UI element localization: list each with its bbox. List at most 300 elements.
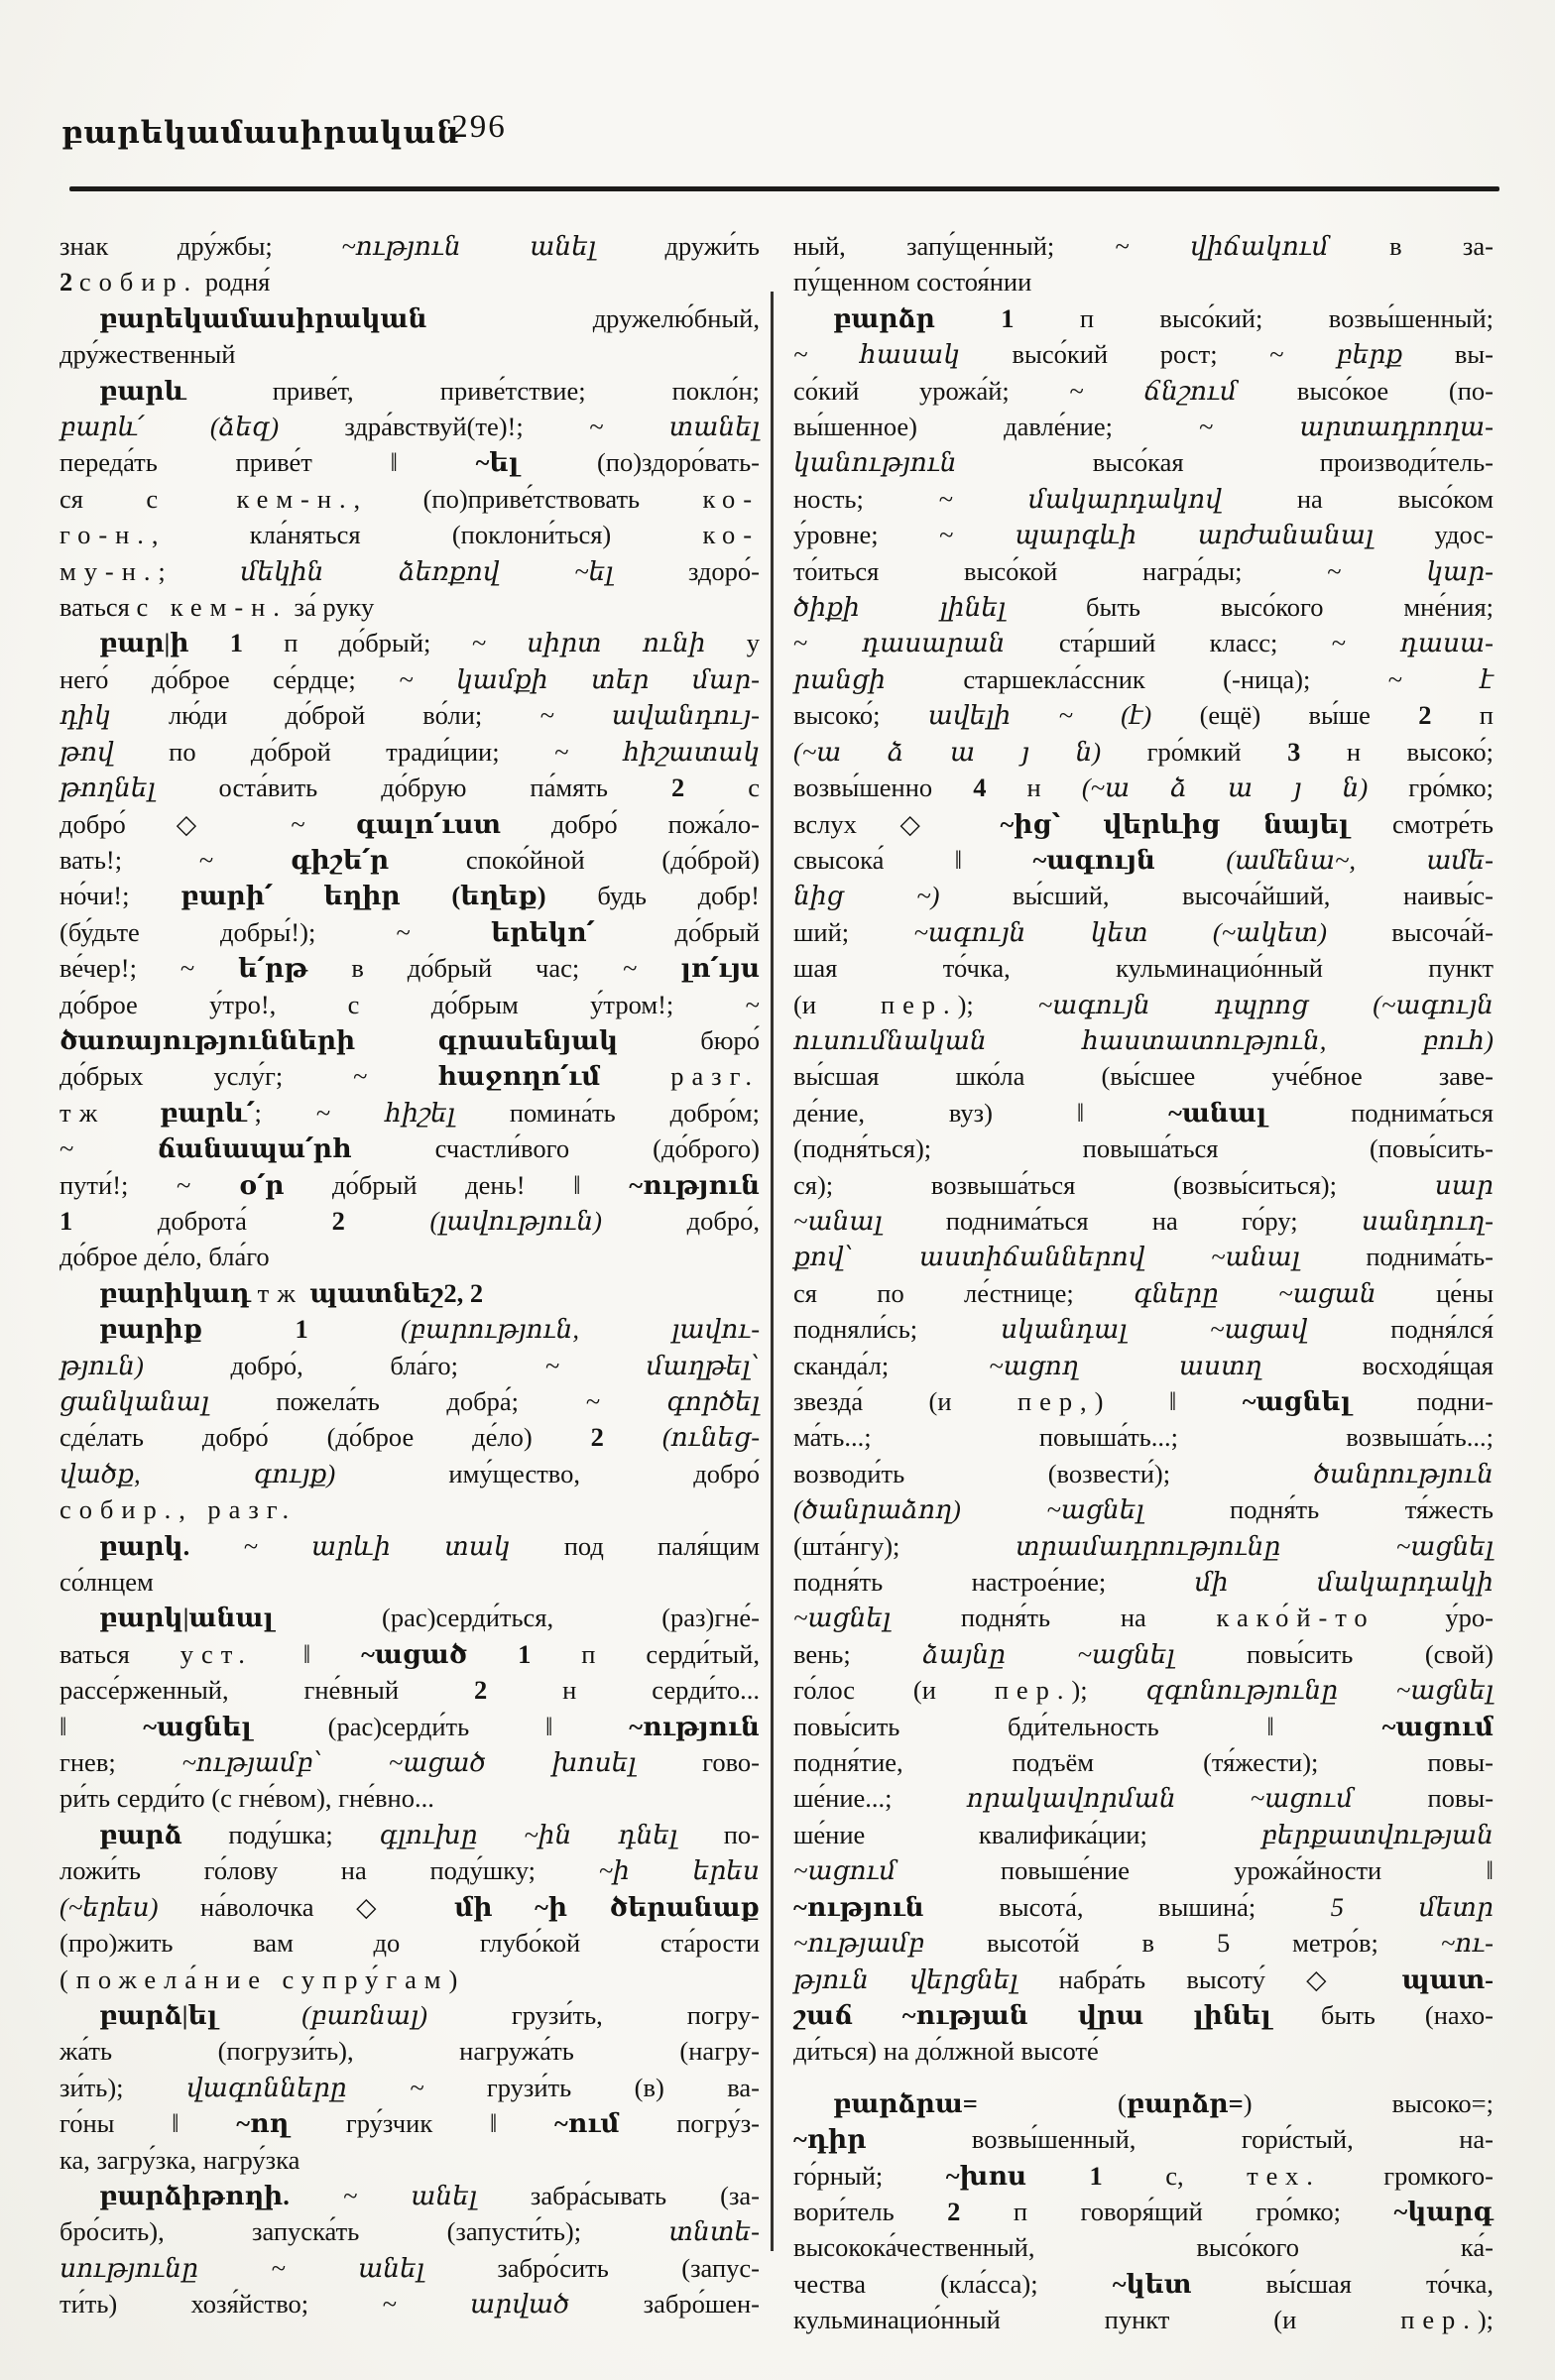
text-line [793,1383,1494,1419]
text-segment: ~կարգ [1393,2196,1494,2226]
text-segment [189,1531,243,1561]
text-segment [251,1278,258,1308]
text-segment: ) ‖ [1094,1386,1243,1416]
text-segment: 2 [590,1422,604,1453]
text-line [60,2070,760,2105]
text-line [60,1672,760,1708]
text-line [793,1528,1494,1564]
text-line [60,1239,760,1274]
text-segment: ~ անել [342,2180,477,2210]
text-segment: ти́ть) хозя́йство; [60,2289,383,2320]
text-segment: քով՝ աստիճաններով ~անալ [793,1242,1300,1272]
text-segment: старшекла́ссник (-ница); ~ [885,663,1481,694]
text-segment: вень; [793,1638,923,1669]
text-segment: забро́шен- [569,2289,760,2320]
text-line [793,2033,1494,2069]
text-line [60,1419,760,1455]
text-line [793,1239,1494,1274]
text-segment: ность; ~ [793,483,1028,514]
text-line [60,1780,760,1816]
text-line [60,1456,760,1491]
text-line [793,1744,1494,1780]
text-segment: ; ~ [254,1097,386,1128]
text-segment: гро́мко; [1368,773,1495,803]
text-segment: ծիքի լինել [793,592,1007,623]
text-segment: թյուն վերցնել [793,1964,1018,1994]
text-segment: то́иться высо́кой награ́ды; ~ [793,555,1427,586]
text-segment: 2 [670,773,685,803]
text-segment: лю́ди до́брой во́ли; [110,700,540,731]
text-segment: подни- [1351,1386,1495,1416]
text-segment: уст. [179,1638,253,1669]
text-segment: գլուխը ~ին դնել [379,1819,678,1849]
text-segment: ный, запу́щенный; ~ [793,231,1191,261]
text-segment: высоча́й- [1326,916,1494,947]
text-line [793,1348,1494,1383]
text-segment: դիկ [60,700,111,731]
text-segment: го́рный; [793,2160,946,2191]
text-segment: подня́ть настрое́ние; [793,1567,1195,1598]
text-segment: ~ացող աստղ [989,1350,1262,1380]
text-segment: բար|ի 1 [99,628,243,658]
text-segment: быть высо́кого мне́ния; [1006,592,1494,623]
text-segment: за́ руку [287,592,375,623]
text-line [60,697,760,733]
text-segment: բարձրա= [833,2087,978,2118]
text-segment: բարձր= [1126,2087,1244,2118]
text-line [793,373,1494,409]
text-segment: ե՛րթ [238,953,308,984]
text-segment: ~ել [475,447,520,478]
text-line [60,770,760,805]
text-segment: որակավորման ~ացում [966,1783,1354,1814]
header-rule [69,186,1499,191]
text-segment: с кем-н. [136,592,288,623]
text-segment: ше́ние...; [793,1783,967,1814]
text-segment: до́брых услу́г; ~ [60,1061,438,1092]
text-segment: в до́брый час; ~ [307,953,681,984]
text-segment: կանություն [793,447,957,478]
text-segment: грузи́ть (в) ва- [423,2072,760,2102]
text-segment: тех. [1247,2160,1321,2191]
text-line [793,1889,1494,1925]
text-segment: (подня́ться); повыша́ться (повы́сить- [793,1133,1494,1164]
text-line [60,878,760,913]
text-line [793,589,1494,625]
text-segment: набра́ть высоту́ ◇ [1017,1964,1402,1994]
text-line [793,878,1494,913]
text-line [60,553,760,589]
text-segment: ~ագույն [1032,844,1155,875]
text-segment: 2 [60,267,79,298]
text-segment: забро́сить (запус- [423,2252,760,2283]
text-segment: вори́тель [793,2196,948,2226]
text-segment: բարև [99,375,186,406]
text-segment: մի ~ի ծերանաք [454,1891,760,1922]
text-line [793,914,1494,950]
text-line [793,625,1494,660]
text-segment [604,1422,662,1452]
text-segment: ~անալ [1168,1097,1267,1128]
text-segment: ավելի ~ (է) [927,700,1152,731]
text-segment: ~ու- [1440,1928,1494,1959]
text-segment: ~ ավանդույ- [539,700,761,731]
text-segment: повы́сить (свой) [1174,1638,1494,1669]
text-segment: подня́лся́ [1307,1314,1494,1345]
text-segment: пожела́ть добра́; [208,1386,586,1416]
text-segment: знак дру́жбы; [60,231,342,261]
text-line [793,1130,1494,1166]
text-line [60,1275,760,1311]
text-segment: пер. [994,1675,1072,1706]
text-line [793,770,1494,805]
text-segment: տրամադրությունը ~ացնել [1015,1530,1495,1561]
text-segment: кульминацио́нный пункт (и [793,2305,1401,2335]
text-line [60,1167,760,1203]
text-segment: ~ացնել [793,1603,892,1633]
text-line [793,2266,1494,2302]
text-line [793,1564,1494,1600]
text-segment: ста́рший класс; ~ [1005,628,1400,658]
text-line [60,1817,760,1852]
text-segment: иму́щество, добро́ [335,1458,760,1488]
text-segment: 2 [473,1675,488,1706]
text-line [793,950,1494,986]
text-segment: (~երես) [60,1891,159,1922]
text-segment: вы- [1402,339,1494,370]
text-segment: п до́брый; [243,628,472,658]
text-segment: удос- [1373,520,1494,550]
text-line [793,1167,1494,1203]
text-segment: լո՛ւյս [680,953,761,984]
text-line [793,1925,1494,1961]
text-line [793,336,1494,372]
text-segment: свысока́ ‖ [793,844,1033,875]
text-segment: ваться [60,1638,180,1669]
text-segment: ); [957,989,1038,1019]
text-segment: погру́з- [619,2108,760,2139]
text-segment: п высо́кий; возвы́шенный; [1014,302,1494,333]
text-segment: երեկո՛ [491,916,595,947]
text-line [60,336,760,372]
running-headword: բարեկամասիրական [61,115,460,151]
text-segment: до́брое у́тро!, с до́брым у́тром!; ~ [60,989,760,1019]
text-line [793,2229,1494,2265]
text-line [60,1022,760,1058]
text-line [60,300,760,336]
text-segment: ); [1477,2305,1494,2335]
text-segment: но́чи!; [60,881,181,911]
text-line [793,1095,1494,1130]
text-segment: ве́чер!; ~ [60,953,239,984]
text-segment: (бу́дьте добры́!); ~ [60,916,492,947]
text-segment: բարիք [99,1314,203,1345]
text-segment: ) высоко=; [1243,2087,1494,2118]
text-line [793,1456,1494,1491]
text-segment [202,1314,295,1344]
text-line [60,2178,760,2213]
text-segment: 5 մետր [1330,1891,1494,1922]
text-segment: ше́ние квалифика́ции; [793,1819,1261,1849]
text-segment: ճնշում [1143,375,1238,406]
text-segment: (по)здоро́вать- [519,447,760,478]
text-segment: с кем-н. [146,483,354,514]
text-segment: ~ում [553,2108,620,2139]
text-segment: դասա- [1399,628,1494,658]
text-line [60,950,760,986]
text-line [60,1383,760,1419]
text-segment: высо́кий рост; ~ [959,339,1337,370]
text-segment: вать!; ~ [60,844,291,875]
text-line [793,806,1494,842]
text-segment: տնտե- [668,2216,760,2247]
text-line [793,1709,1494,1744]
text-segment [105,1098,160,1128]
text-segment: ~ կամքի տեր մար- [399,663,760,694]
text-segment: высо́кое (по- [1237,375,1494,406]
text-segment: (про)жить вам до глубо́кой ста́рости [60,1928,760,1959]
text-segment: ди́ться) на до́лжной высоте́ [793,2036,1099,2067]
text-line [793,517,1494,552]
text-line [793,661,1494,697]
text-segment: ; [158,555,241,586]
text-line [793,1600,1494,1635]
text-line [793,1780,1494,1816]
text-segment: սկանդալ ~ացավ [1000,1314,1308,1345]
text-line [60,2250,760,2286]
text-segment: вы́сшая то́чка, [1191,2268,1495,2299]
text-line [60,625,760,660]
text-line [60,2213,760,2249]
text-segment: բարձ|ել [99,1999,218,2030]
text-segment [308,1314,401,1344]
text-line [60,987,760,1022]
text-segment: у́ровне; ~ [793,520,1015,550]
text-segment: սար [1434,1169,1494,1200]
text-segment: թով [60,736,114,767]
text-segment: ~ագույն կետ (~ակետ) [913,916,1327,947]
text-segment: ~դիր [793,2124,867,2155]
text-line [60,1564,760,1600]
text-segment: ճանապա՛րհ [157,1133,352,1164]
text-line [793,300,1494,336]
text-segment: պատնեշ2, 2 [309,1277,484,1308]
text-segment: ~ություն [629,1169,761,1200]
text-segment: возвы́шенно [793,773,974,803]
text-segment: п [1431,700,1494,731]
text-segment: ~ացում [1381,1711,1494,1741]
text-segment: ~ությամբ՝ ~ացած խոսել [181,1747,637,1778]
text-segment: ся); возвыша́ться (возвы́ситься); [793,1169,1435,1200]
text-segment: доброта́ [72,1205,332,1236]
text-segment: у [705,628,761,658]
text-segment: сде́лать добро́ (до́брое де́ло) [60,1422,591,1453]
text-line [793,987,1494,1022]
text-line [60,1491,760,1527]
text-line [60,2286,760,2321]
text-line [60,264,760,299]
text-segment: ка, загру́зка, нагру́зка [60,2144,300,2175]
text-segment: ~ի երես [598,1855,760,1886]
text-segment: արտադրողա- [1299,412,1494,442]
text-segment: с, [1102,2160,1248,2191]
text-segment: по до́брой тради́ции; [113,736,554,767]
text-segment: дружи́ть [595,231,760,261]
text-line [60,1889,760,1925]
text-segment: со́кий урожа́й; ~ [793,375,1144,406]
text-segment: 2 [331,1205,345,1236]
text-segment: վածք, գույք) [60,1458,336,1488]
text-segment: дружелю́бный, [426,302,760,333]
text-segment: повы́сить бди́тельность ‖ [793,1711,1382,1741]
right-column [793,228,1494,2338]
text-segment: грузи́ть, погру- [426,1999,760,2030]
text-segment: забра́сывать (за- [476,2180,761,2210]
text-segment: подня́тие, подъём (тя́жести); повы- [793,1747,1494,1778]
text-line [793,409,1494,444]
text-segment: бро́сить), запуска́ть (запусти́ть); [60,2216,669,2247]
text-segment: пути́!; ~ [60,1169,240,1200]
text-segment: шая то́чка, кульминацио́нный пункт [793,953,1494,984]
text-segment: զգոնությունը ~ացնել [1145,1675,1494,1706]
text-segment: (ունեց- [661,1422,761,1453]
text-segment: 1 [295,1314,308,1345]
text-segment: ~ արևի տակ [243,1530,511,1561]
text-segment: (ամենա~, ամե- [1226,844,1494,875]
text-segment: ри́ть серди́то (с гне́вом), гне́вно... [60,1783,434,1814]
text-line [60,481,760,517]
text-segment: բարիկադ [99,1277,251,1308]
text-line [60,806,760,842]
text-segment: ~անալ [793,1205,883,1236]
text-segment: ~ություն անել [341,231,596,261]
text-line [60,1095,760,1130]
text-segment: родня́ [198,267,271,298]
text-segment: վիճակում [1190,231,1329,261]
text-line [60,2033,760,2069]
text-segment: приве́т, приве́тствие; покло́н; [185,375,760,406]
text-segment: добро́ пожа́ло- [500,808,761,839]
text-segment: собир. [78,267,199,298]
text-segment: помина́ть добро́м; [454,1097,761,1128]
text-segment [600,1061,670,1091]
text-segment [1155,845,1226,875]
text-segment: է [1480,663,1494,694]
text-segment: высоко́; [793,700,928,731]
text-segment: ложи́ть го́лову на поду́шку; [60,1855,599,1886]
text-segment: пер. [880,989,958,1019]
text-segment: բարձ [99,1819,182,1849]
text-segment: громкого- [1320,2160,1495,2191]
text-line [60,1348,760,1383]
text-segment: ~ություն [629,1711,760,1741]
text-segment: ցանկանալ [60,1386,209,1416]
text-segment: вы́шенное) давле́ние; ~ [793,412,1300,442]
text-segment: пер, [1017,1386,1095,1416]
text-segment: повы- [1353,1783,1495,1814]
text-line [60,2142,760,2178]
text-line [60,409,760,444]
text-segment: բարի՛ եղիր (եղեք) [180,881,546,911]
text-segment: ваться [60,592,137,623]
text-line [60,1962,760,1997]
text-segment: հիշել [385,1097,455,1128]
text-segment: ծանրություն [1313,1458,1494,1488]
text-segment: 1 [60,1205,73,1236]
text-segment: բարձիթողի. [99,2180,290,2210]
text-segment: н высоко́; [1300,736,1495,767]
text-line [793,697,1494,733]
text-segment: բերք [1336,339,1403,370]
text-segment: сканда́л; [793,1350,990,1380]
text-segment: споко́йной (до́брой) [389,844,760,875]
text-segment: собир., разг. [60,1494,298,1525]
text-segment: կար- [1426,555,1494,586]
text-line [793,444,1494,480]
text-segment: բարկ. [99,1530,190,1561]
text-segment: (шта́нгу); [793,1530,1016,1561]
text-segment: 2 [1418,700,1432,731]
text-segment: (~ա ձ ա յ ն) [793,736,1102,767]
text-segment: ~ություն [793,1891,924,1922]
text-segment: н серди́то... [487,1675,761,1706]
text-segment: здоро́- [613,555,760,586]
text-segment: ~ սիրտ ունի [471,628,706,658]
text-segment: մակարդակով [1027,483,1223,514]
text-segment: с [684,773,760,803]
text-line [793,481,1494,517]
text-segment: բարեկամասիրական [99,302,427,333]
text-segment: բարև՛ (ձեզ) [60,412,280,442]
text-segment: պատ- [1401,1964,1494,1994]
text-line [60,1528,760,1564]
text-line [793,1672,1494,1708]
text-segment: ծառայությունների գրասենյակ [60,1024,619,1055]
text-segment [217,2000,301,2030]
text-segment: ~ [60,1133,158,1164]
text-segment: ~ող [236,2108,290,2139]
text-segment: чества (кла́сса); [793,2268,1113,2299]
text-segment: (пожела́ние супру́гам) [60,1964,466,1994]
text-segment: օ՛ր [239,1169,285,1200]
text-segment: гру́зчик ‖ [289,2108,554,2139]
text-segment: в за- [1328,231,1494,261]
text-segment: разг. [670,1061,761,1092]
text-segment: дру́жественный [60,339,236,370]
text-segment: под паля́щим [510,1530,761,1561]
text-segment: նից ~) [793,881,940,911]
text-segment: подняли́сь; [793,1314,1001,1345]
text-segment: ся по ле́стнице; [793,1277,1135,1308]
text-segment: вы́сшая шко́ла (вы́сшее уче́бное заве- [793,1061,1494,1092]
text-segment: со́лнцем [60,1567,154,1598]
text-segment: (и [793,989,881,1019]
text-segment: восходя́щая [1261,1350,1494,1380]
text-segment: рассе́рженный, гне́вный [60,1675,474,1706]
text-segment: թողնել [60,773,156,803]
text-segment: պարգևի արժանանալ [1014,520,1374,550]
text-segment: по- [677,1819,760,1849]
text-line [60,1925,760,1961]
text-segment: бюро́ [618,1024,760,1055]
text-segment: гово- [636,1747,760,1778]
text-segment: гро́мкий [1101,736,1288,767]
text-line [793,2194,1494,2229]
text-segment: րանցի [793,663,886,694]
text-line [793,264,1494,299]
text-segment: բարձր 1 [833,302,1015,333]
text-segment: գալո՛ւստ [355,808,501,839]
